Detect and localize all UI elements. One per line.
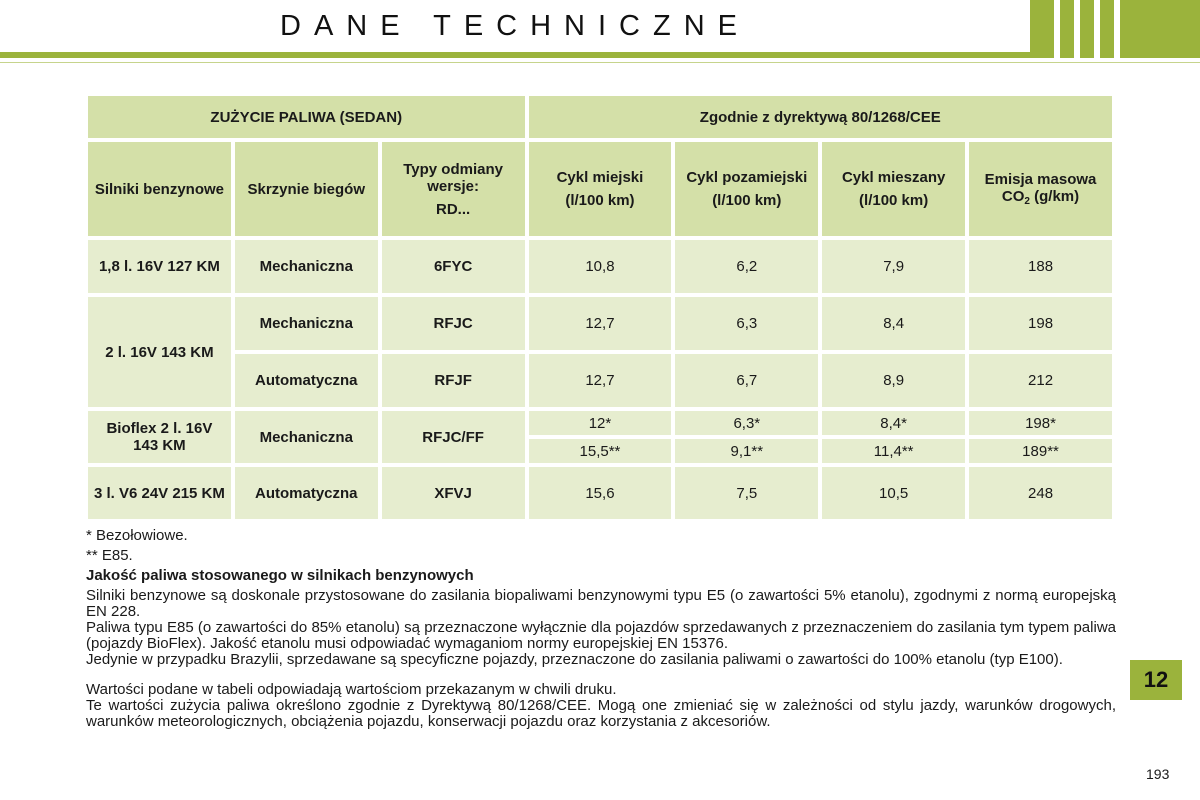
extra-urban-cell: 6,2 xyxy=(675,240,818,293)
paragraph-e85: Paliwa typu E85 (o zawartości do 85% etanolu) są przeznaczone wyłącznie dla pojazdów sprzedawanych z przeznaczeniem do zasilania tym typem paliwa (pojazdy BioFlex). Jakość etanolu musi odpowiadać wymaganiom normy europejskiej EN 15376. xyxy=(86,619,1116,652)
paragraph-values-note: Wartości podane w tabeli odpowiadają wartościom przekazanym w chwili druku. xyxy=(86,681,617,698)
header-stripes-decoration xyxy=(1040,0,1200,58)
co2-cell: 212 xyxy=(969,354,1112,407)
co2-subscript: 2 xyxy=(1024,196,1030,207)
col-header-extra-line2: (l/100 km) xyxy=(712,192,782,209)
footnote-unleaded: * Bezołowiowe. xyxy=(86,527,188,544)
paragraph-directive-note: Te wartości zużycia paliwa określono zgodnie z Dyrektywą 80/1268/CEE. Mogą one zmieniać się w zależności od stylu jazdy, warunków drogowych, warunków meteorologicznych, obciążenia pojazdu, konserwacji pojazdu oraz korzystania z akcesoriów. xyxy=(86,697,1116,730)
urban-cell: 12* xyxy=(529,411,672,435)
gearbox-cell: Automatyczna xyxy=(235,467,378,519)
col-header-urban-line2: (l/100 km) xyxy=(565,192,635,209)
mixed-cell: 7,9 xyxy=(822,240,965,293)
col-header-extra-urban xyxy=(675,142,818,236)
engine-cell: 3 l. V6 24V 215 KM xyxy=(88,467,231,519)
col-header-urban xyxy=(529,142,672,236)
table-row xyxy=(88,467,1112,519)
table-row xyxy=(88,411,1112,435)
urban-cell: 15,5** xyxy=(529,439,672,463)
fuel-consumption-table xyxy=(84,92,1116,523)
extra-urban-cell: 6,3 xyxy=(675,297,818,350)
table-row xyxy=(88,240,1112,293)
co2-unit: (g/km) xyxy=(1029,188,1080,205)
co2-cell: 198* xyxy=(969,411,1112,435)
urban-cell: 12,7 xyxy=(529,297,672,350)
co2-cell: 198 xyxy=(969,297,1112,350)
type-cell: XFVJ xyxy=(382,467,525,519)
col-header-urban-line1: Cykl miejski xyxy=(556,169,644,186)
engine-cell: 1,8 l. 16V 127 KM xyxy=(88,240,231,293)
extra-urban-cell: 7,5 xyxy=(675,467,818,519)
engine-cell: Bioflex 2 l. 16V 143 KM xyxy=(88,411,231,463)
gearbox-cell: Mechaniczna xyxy=(235,411,378,463)
extra-urban-cell: 9,1** xyxy=(675,439,818,463)
co2-label: CO xyxy=(1001,188,1025,205)
col-header-gearbox: Skrzynie biegów xyxy=(235,142,378,236)
urban-cell: 10,8 xyxy=(529,240,672,293)
table-row xyxy=(88,297,1112,350)
page-header xyxy=(0,0,1200,58)
mixed-cell: 8,4 xyxy=(822,297,965,350)
col-header-mixed-line2: (l/100 km) xyxy=(859,192,929,209)
page-number: 193 xyxy=(1146,766,1170,782)
col-header-types xyxy=(382,142,525,236)
mixed-cell: 8,9 xyxy=(822,354,965,407)
gearbox-cell: Automatyczna xyxy=(235,354,378,407)
urban-cell: 12,7 xyxy=(529,354,672,407)
extra-urban-cell: 6,7 xyxy=(675,354,818,407)
co2-cell: 248 xyxy=(969,467,1112,519)
col-header-types-line2: RD... xyxy=(436,200,471,218)
extra-urban-cell: 6,3* xyxy=(675,411,818,435)
co2-cell: 188 xyxy=(969,240,1112,293)
mixed-cell: 11,4** xyxy=(822,439,965,463)
mixed-cell: 8,4* xyxy=(822,411,965,435)
col-header-emission-line1: Emisja masowa xyxy=(984,171,1097,188)
col-header-extra-line1: Cykl pozamiejski xyxy=(686,169,808,186)
fuel-quality-heading: Jakość paliwa stosowanego w silnikach benzynowych xyxy=(86,567,474,584)
type-cell: RFJC/FF xyxy=(382,411,525,463)
header-divider xyxy=(0,62,1200,63)
table-title-left: ZUŻYCIE PALIWA (SEDAN) xyxy=(88,96,525,138)
col-header-engines: Silniki benzynowe xyxy=(88,142,231,236)
col-header-mixed xyxy=(822,142,965,236)
paragraph-brazil: Jedynie w przypadku Brazylii, sprzedawane są specyficzne pojazdy, przeznaczone do zasilania paliwami o zawartości do 100% etanolu (typ E100). xyxy=(86,651,1063,668)
gearbox-cell: Mechaniczna xyxy=(235,297,378,350)
type-cell: 6FYC xyxy=(382,240,525,293)
col-header-emission-line2 xyxy=(973,188,1108,207)
table-row xyxy=(88,354,1112,407)
engine-cell: 2 l. 16V 143 KM xyxy=(88,297,231,407)
footnote-e85: ** E85. xyxy=(86,547,133,564)
type-cell: RFJC xyxy=(382,297,525,350)
chapter-tab: 12 xyxy=(1130,660,1182,700)
urban-cell: 15,6 xyxy=(529,467,672,519)
col-header-mixed-line1: Cykl mieszany xyxy=(841,169,946,186)
col-header-emission xyxy=(969,142,1112,236)
co2-cell: 189** xyxy=(969,439,1112,463)
paragraph-e5: Silniki benzynowe są doskonale przystosowane do zasilania biopaliwami benzynowymi typu E5 (o zawartości 5% etanolu), zgodnymi z normą europejską EN 228. xyxy=(86,587,1116,620)
type-cell: RFJF xyxy=(382,354,525,407)
table-title-right: Zgodnie z dyrektywą 80/1268/CEE xyxy=(529,96,1112,138)
header-underline xyxy=(0,52,1040,58)
spacer xyxy=(86,668,1116,682)
gearbox-cell: Mechaniczna xyxy=(235,240,378,293)
page-title: DANE TECHNICZNE xyxy=(0,0,1030,52)
notes-section xyxy=(86,528,1116,730)
col-header-types-line1: Typy odmiany wersje: xyxy=(403,160,503,195)
mixed-cell: 10,5 xyxy=(822,467,965,519)
